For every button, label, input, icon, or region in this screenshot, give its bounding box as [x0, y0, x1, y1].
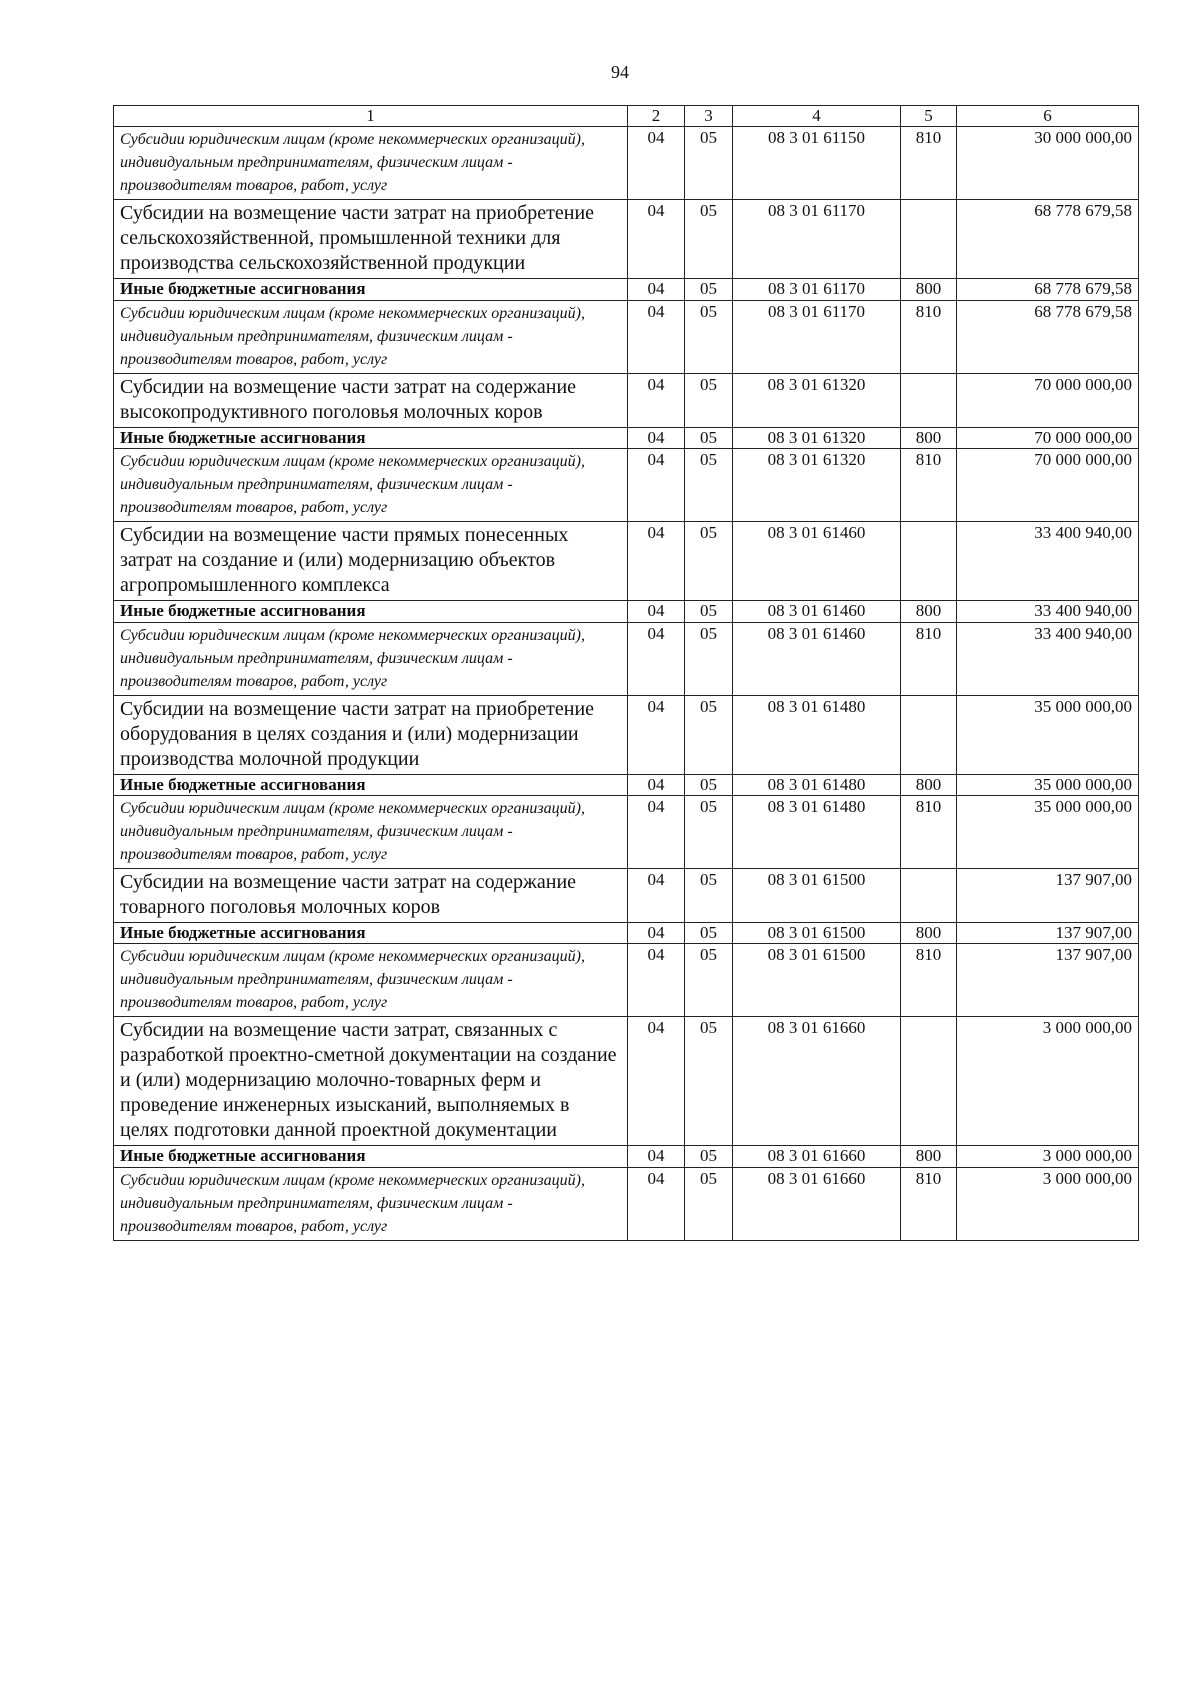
expense-type-code [901, 522, 957, 601]
table-row [114, 622, 1139, 695]
target-article-code: 08 3 01 61500 [733, 944, 901, 1017]
item-name: Субсидии на возмещение части затрат на содержание товарного поголовья молочных коров [114, 868, 628, 922]
target-article-code: 08 3 01 61660 [733, 1167, 901, 1240]
amount: 3 000 000,00 [957, 1167, 1139, 1240]
subsection-code: 05 [685, 200, 733, 279]
section-code: 04 [628, 695, 685, 774]
section-code: 04 [628, 622, 685, 695]
subsection-code: 05 [685, 695, 733, 774]
expense-type-code [901, 373, 957, 427]
section-code: 04 [628, 795, 685, 868]
expense-type-code [901, 1017, 957, 1146]
subsection-code: 05 [685, 795, 733, 868]
table-row [114, 922, 1139, 943]
table-row [114, 774, 1139, 795]
table-row [114, 449, 1139, 522]
table-row [114, 1167, 1139, 1240]
target-article-code: 08 3 01 61660 [733, 1017, 901, 1146]
table-row [114, 695, 1139, 774]
item-name: Субсидии на возмещение части прямых понесенных затрат на создание и (или) модернизацию объектов агропромышленного комплекса [114, 522, 628, 601]
table-row [114, 944, 1139, 1017]
subsection-code: 05 [685, 427, 733, 448]
expense-type-code: 800 [901, 1146, 957, 1167]
subsection-code: 05 [685, 522, 733, 601]
item-name: Субсидии на возмещение части затрат на приобретение оборудования в целях создания и (или) модернизации производства молочной продукции [114, 695, 628, 774]
col-header-5: 5 [901, 106, 957, 127]
section-code: 04 [628, 1017, 685, 1146]
expense-type-code: 810 [901, 127, 957, 200]
amount: 35 000 000,00 [957, 795, 1139, 868]
target-article-code: 08 3 01 61460 [733, 622, 901, 695]
table-row [114, 795, 1139, 868]
table-row [114, 601, 1139, 622]
subsection-code: 05 [685, 922, 733, 943]
subsection-code: 05 [685, 279, 733, 300]
expense-type-code: 800 [901, 279, 957, 300]
item-name: Субсидии на возмещение части затрат на содержание высокопродуктивного поголовья молочных коров [114, 373, 628, 427]
subsection-code: 05 [685, 868, 733, 922]
section-code: 04 [628, 774, 685, 795]
subsection-code: 05 [685, 300, 733, 373]
subsection-code: 05 [685, 774, 733, 795]
expense-type-code: 800 [901, 922, 957, 943]
amount: 30 000 000,00 [957, 127, 1139, 200]
table-row [114, 1017, 1139, 1146]
target-article-code: 08 3 01 61500 [733, 922, 901, 943]
amount: 137 907,00 [957, 944, 1139, 1017]
expense-type-code: 810 [901, 1167, 957, 1240]
expense-type-code [901, 695, 957, 774]
table-body [114, 127, 1139, 1240]
table-row [114, 200, 1139, 279]
item-name: Субсидии юридическим лицам (кроме некоммерческих организаций), индивидуальным предпринимателям, физическим лицам - производителям товаров, работ, услуг [114, 795, 628, 868]
target-article-code: 08 3 01 61480 [733, 695, 901, 774]
expense-type-code: 810 [901, 622, 957, 695]
amount: 137 907,00 [957, 868, 1139, 922]
item-name: Иные бюджетные ассигнования [114, 774, 628, 795]
target-article-code: 08 3 01 61460 [733, 601, 901, 622]
amount: 70 000 000,00 [957, 449, 1139, 522]
target-article-code: 08 3 01 61320 [733, 373, 901, 427]
item-name: Иные бюджетные ассигнования [114, 427, 628, 448]
subsection-code: 05 [685, 449, 733, 522]
page-number: 94 [611, 62, 629, 82]
amount: 70 000 000,00 [957, 373, 1139, 427]
section-code: 04 [628, 1167, 685, 1240]
subsection-code: 05 [685, 944, 733, 1017]
target-article-code: 08 3 01 61170 [733, 300, 901, 373]
target-article-code: 08 3 01 61170 [733, 279, 901, 300]
section-code: 04 [628, 279, 685, 300]
subsection-code: 05 [685, 1017, 733, 1146]
section-code: 04 [628, 944, 685, 1017]
table-row [114, 427, 1139, 448]
table-row [114, 127, 1139, 200]
item-name: Субсидии юридическим лицам (кроме некоммерческих организаций), индивидуальным предпринимателям, физическим лицам - производителям товаров, работ, услуг [114, 300, 628, 373]
table-row [114, 522, 1139, 601]
section-code: 04 [628, 373, 685, 427]
subsection-code: 05 [685, 622, 733, 695]
section-code: 04 [628, 868, 685, 922]
header-row [114, 106, 1139, 127]
col-header-6: 6 [957, 106, 1139, 127]
table-row [114, 279, 1139, 300]
item-name: Иные бюджетные ассигнования [114, 601, 628, 622]
item-name: Субсидии юридическим лицам (кроме некоммерческих организаций), индивидуальным предпринимателям, физическим лицам - производителям товаров, работ, услуг [114, 1167, 628, 1240]
item-name: Иные бюджетные ассигнования [114, 279, 628, 300]
amount: 68 778 679,58 [957, 200, 1139, 279]
target-article-code: 08 3 01 61320 [733, 449, 901, 522]
expense-type-code: 810 [901, 944, 957, 1017]
table-row [114, 300, 1139, 373]
amount: 68 778 679,58 [957, 279, 1139, 300]
item-name: Субсидии юридическим лицам (кроме некоммерческих организаций), индивидуальным предпринимателям, физическим лицам - производителям товаров, работ, услуг [114, 944, 628, 1017]
section-code: 04 [628, 300, 685, 373]
subsection-code: 05 [685, 1167, 733, 1240]
item-name: Иные бюджетные ассигнования [114, 1146, 628, 1167]
target-article-code: 08 3 01 61320 [733, 427, 901, 448]
subsection-code: 05 [685, 127, 733, 200]
target-article-code: 08 3 01 61480 [733, 795, 901, 868]
section-code: 04 [628, 522, 685, 601]
section-code: 04 [628, 601, 685, 622]
target-article-code: 08 3 01 61660 [733, 1146, 901, 1167]
item-name: Субсидии юридическим лицам (кроме некоммерческих организаций), индивидуальным предпринимателям, физическим лицам - производителям товаров, работ, услуг [114, 127, 628, 200]
expense-type-code: 800 [901, 601, 957, 622]
amount: 70 000 000,00 [957, 427, 1139, 448]
expense-type-code: 810 [901, 795, 957, 868]
amount: 33 400 940,00 [957, 601, 1139, 622]
section-code: 04 [628, 200, 685, 279]
subsection-code: 05 [685, 373, 733, 427]
amount: 35 000 000,00 [957, 695, 1139, 774]
item-name: Субсидии юридическим лицам (кроме некоммерческих организаций), индивидуальным предпринимателям, физическим лицам - производителям товаров, работ, услуг [114, 449, 628, 522]
item-name: Субсидии на возмещение части затрат, связанных с разработкой проектно-сметной документации на создание и (или) модернизацию молочно-товарных ферм и проведение инженерных изысканий, выполняемых в целях подготовки данной проектной документации [114, 1017, 628, 1146]
section-code: 04 [628, 1146, 685, 1167]
col-header-4: 4 [733, 106, 901, 127]
expense-type-code [901, 868, 957, 922]
section-code: 04 [628, 427, 685, 448]
amount: 35 000 000,00 [957, 774, 1139, 795]
amount: 68 778 679,58 [957, 300, 1139, 373]
amount: 137 907,00 [957, 922, 1139, 943]
expense-type-code [901, 200, 957, 279]
amount: 3 000 000,00 [957, 1146, 1139, 1167]
expense-type-code: 810 [901, 449, 957, 522]
section-code: 04 [628, 449, 685, 522]
col-header-3: 3 [685, 106, 733, 127]
amount: 3 000 000,00 [957, 1017, 1139, 1146]
table-row [114, 868, 1139, 922]
expense-type-code: 800 [901, 427, 957, 448]
table-row [114, 373, 1139, 427]
section-code: 04 [628, 127, 685, 200]
target-article-code: 08 3 01 61170 [733, 200, 901, 279]
item-name: Иные бюджетные ассигнования [114, 922, 628, 943]
col-header-1: 1 [114, 106, 628, 127]
subsection-code: 05 [685, 601, 733, 622]
subsection-code: 05 [685, 1146, 733, 1167]
table-row [114, 1146, 1139, 1167]
budget-table [113, 105, 1139, 1241]
col-header-2: 2 [628, 106, 685, 127]
section-code: 04 [628, 922, 685, 943]
expense-type-code: 800 [901, 774, 957, 795]
target-article-code: 08 3 01 61460 [733, 522, 901, 601]
target-article-code: 08 3 01 61500 [733, 868, 901, 922]
target-article-code: 08 3 01 61480 [733, 774, 901, 795]
item-name: Субсидии юридическим лицам (кроме некоммерческих организаций), индивидуальным предпринимателям, физическим лицам - производителям товаров, работ, услуг [114, 622, 628, 695]
target-article-code: 08 3 01 61150 [733, 127, 901, 200]
expense-type-code: 810 [901, 300, 957, 373]
item-name: Субсидии на возмещение части затрат на приобретение сельскохозяйственной, промышленной техники для производства сельскохозяйственной продукции [114, 200, 628, 279]
amount: 33 400 940,00 [957, 622, 1139, 695]
amount: 33 400 940,00 [957, 522, 1139, 601]
